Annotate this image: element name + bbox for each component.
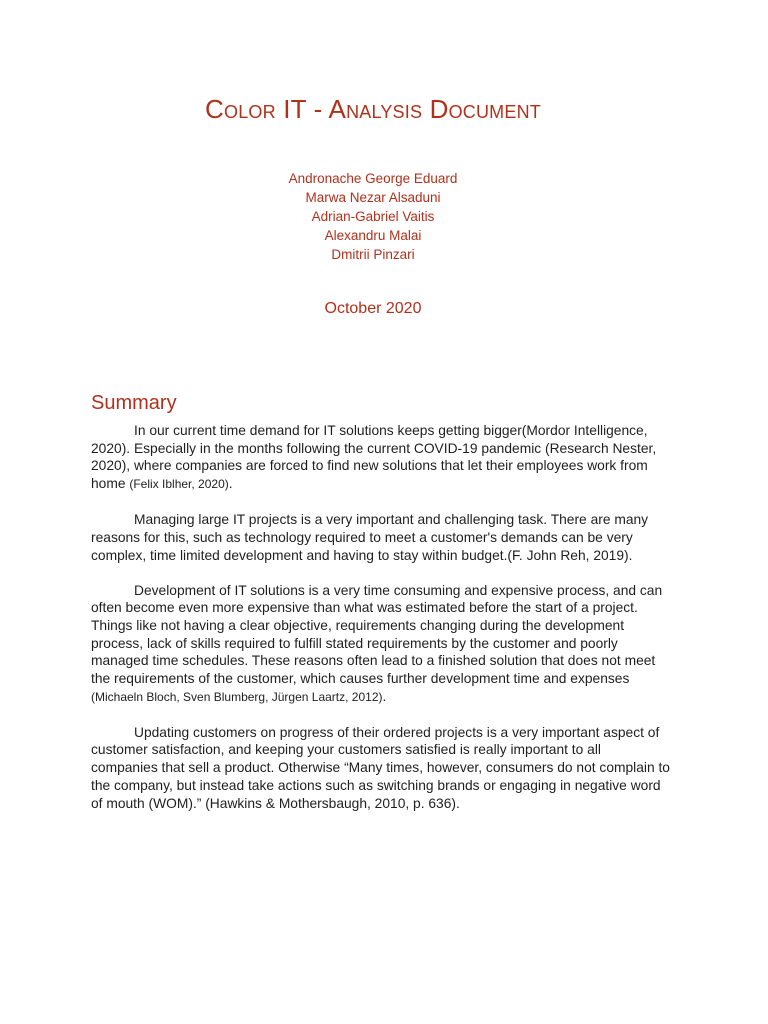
paragraph-tail: . xyxy=(228,476,233,492)
summary-paragraph xyxy=(91,582,671,707)
summary-paragraph xyxy=(91,422,671,494)
author-name: Alexandru Malai xyxy=(324,228,422,243)
paragraph-text: Managing large IT projects is a very important and challenging task. There are many reasons for this, such as technology required to meet a customer's demands can be very complex, time limited development and having to stay within budget.(F. John Reh, 2019). xyxy=(91,512,649,563)
citation: (Felix Iblher, 2020) xyxy=(129,477,229,492)
author-name: Andronache George Eduard xyxy=(288,171,458,186)
document-date: October 2020 xyxy=(324,300,422,317)
summary-heading: Summary xyxy=(91,392,177,414)
summary-paragraph xyxy=(91,724,671,813)
paragraph-text: In our current time demand for IT solutions keeps getting bigger(Mordor Intelligence, 2020). Especially in the months following the current COVID-19 pandemic (Research Nester, 2020), where companies are forced to find new solutions that let their employees work from home xyxy=(91,423,657,492)
document-title: Color IT - Analysis Document xyxy=(205,94,541,124)
author-name: Dmitrii Pinzari xyxy=(331,247,415,262)
author-name: Adrian-Gabriel Vaitis xyxy=(311,209,435,224)
paragraph-text: Updating customers on progress of their ordered projects is a very important aspect of customer satisfaction, and keeping your customers satisfied is really important to all companies that sell a product. Otherwise “Many times, however, consumers do not complain to the company, but instead take actions such as switching brands or engaging in negative word of mouth (WOM).” (Hawkins & Mothersbaugh, 2010, p. 636). xyxy=(91,724,670,811)
citation: (Michaeln Bloch, Sven Blumberg, Jürgen Laartz, 2012) xyxy=(91,689,383,704)
author-list xyxy=(0,169,746,264)
paragraph-text: Development of IT solutions is a very time consuming and expensive process, and can often become even more expensive than what was estimated before the start of a project. Things like not having a clear objective, requirements changing during the development process, lack of skills required to fulfill stated requirements by the customer and poorly managed time schedules. These reasons often lead to a finished solution that does not meet the requirements of the customer, which causes further development time and expenses xyxy=(91,582,663,687)
summary-body xyxy=(91,422,671,830)
summary-paragraph xyxy=(91,511,671,564)
author-name: Marwa Nezar Alsaduni xyxy=(305,190,441,205)
paragraph-tail: . xyxy=(382,688,387,704)
